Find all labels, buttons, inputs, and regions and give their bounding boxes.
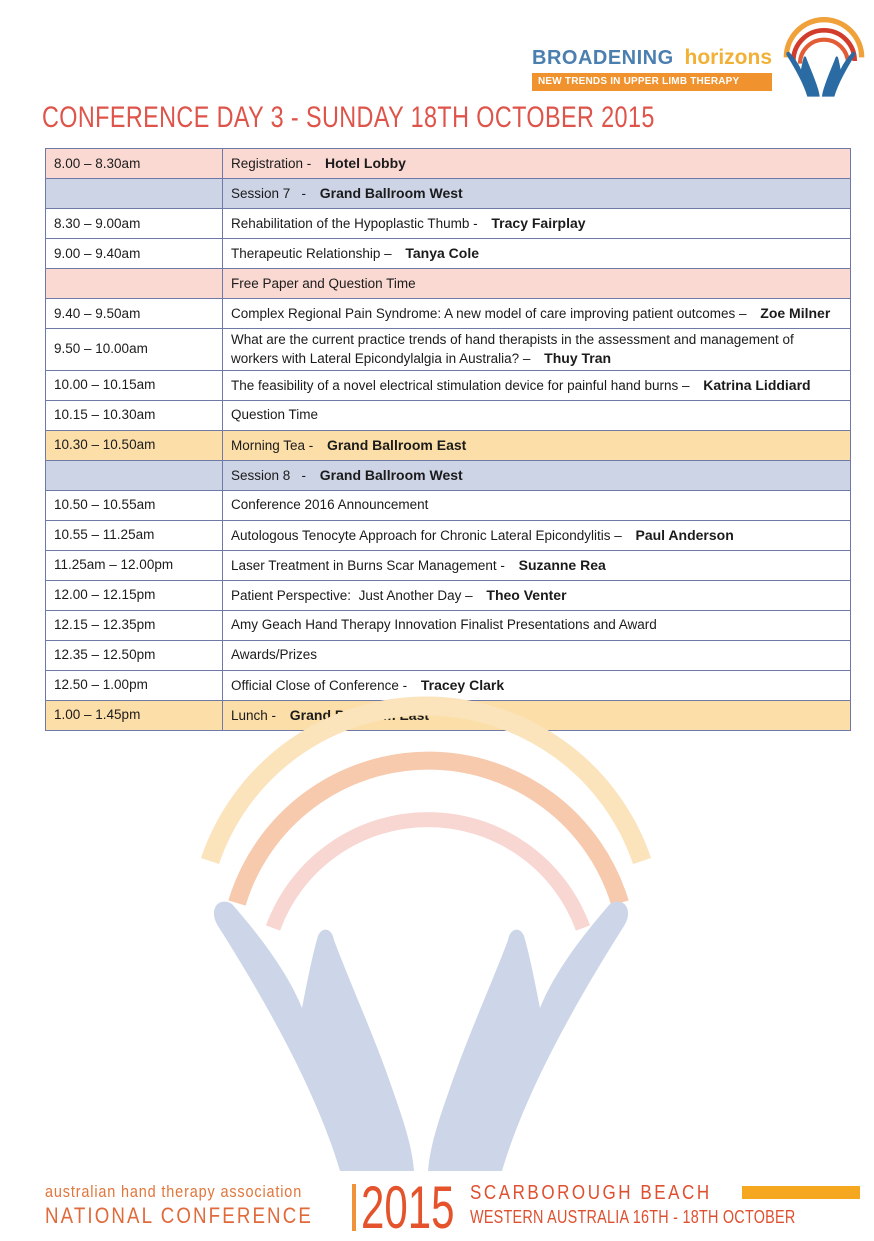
session-speaker: Tanya Cole (405, 245, 480, 262)
session-title: Lunch - (231, 707, 280, 723)
session-cell (223, 239, 851, 269)
schedule-row (46, 209, 851, 239)
footer-divider-bar (352, 1184, 356, 1231)
time-cell: 9.00 – 9.40am (46, 239, 223, 269)
time-cell: 12.15 – 12.35pm (46, 610, 223, 640)
session-title: Registration - (231, 156, 316, 172)
time-cell: 1.00 – 1.45pm (46, 700, 223, 730)
session-title: Session 7 - (231, 186, 310, 202)
time-cell (46, 269, 223, 299)
schedule-row (46, 179, 851, 209)
time-cell: 9.40 – 9.50am (46, 299, 223, 329)
session-cell (223, 580, 851, 610)
session-title: Complex Regional Pain Syndrome: A new model of care improving patient outcomes – (231, 306, 751, 322)
session-title: The feasibility of a novel electrical stimulation device for painful hand burns – (231, 377, 694, 393)
schedule-row (46, 149, 851, 179)
time-cell: 10.50 – 10.55am (46, 490, 223, 520)
session-cell (223, 520, 851, 550)
time-cell: 10.00 – 10.15am (46, 370, 223, 400)
location-beach: SCARBOROUGH BEACH (470, 1182, 712, 1204)
session-cell (223, 400, 851, 430)
session-cell (223, 299, 851, 329)
session-cell (223, 700, 851, 730)
schedule-row (46, 239, 851, 269)
conference-name: NATIONAL CONFERENCE (45, 1203, 313, 1228)
time-cell: 11.25am – 12.00pm (46, 550, 223, 580)
time-cell (46, 179, 223, 209)
schedule-row (46, 580, 851, 610)
session-speaker: Hotel Lobby (325, 155, 406, 172)
schedule-row (46, 520, 851, 550)
schedule-row (46, 329, 851, 371)
time-cell: 12.00 – 12.15pm (46, 580, 223, 610)
conference-year: 2015 (361, 1174, 455, 1241)
session-speaker: Theo Venter (486, 586, 567, 603)
session-title: What are the current practice trends of hand therapists in the assessment and management of workers with Lateral Epicondylalgia in Australia? – (231, 332, 794, 366)
hands-with-arcs-icon (779, 12, 869, 98)
session-title: Morning Tea - (231, 437, 318, 453)
session-title: Conference 2016 Announcement (231, 497, 429, 513)
session-cell (223, 430, 851, 460)
session-title: Free Paper and Question Time (231, 275, 416, 291)
session-speaker: Grand Ballroom West (319, 185, 463, 202)
brand-subtitle: horizons (684, 46, 772, 69)
time-cell: 8.30 – 9.00am (46, 209, 223, 239)
schedule-row (46, 460, 851, 490)
time-cell: 10.30 – 10.50am (46, 430, 223, 460)
session-cell (223, 149, 851, 179)
time-cell: 12.50 – 1.00pm (46, 670, 223, 700)
session-cell (223, 269, 851, 299)
schedule-row (46, 700, 851, 730)
time-cell: 9.50 – 10.00am (46, 329, 223, 371)
session-speaker: Tracy Fairplay (491, 215, 586, 232)
time-cell (46, 460, 223, 490)
session-cell (223, 670, 851, 700)
session-speaker: Katrina Liddiard (703, 376, 811, 393)
schedule-row (46, 269, 851, 299)
session-title: Session 8 - (231, 467, 310, 483)
page-title: CONFERENCE DAY 3 - SUNDAY 18TH OCTOBER 2015 (42, 101, 655, 134)
session-speaker: Tracey Clark (420, 676, 505, 693)
schedule-row (46, 640, 851, 670)
time-cell: 8.00 – 8.30am (46, 149, 223, 179)
session-speaker: Grand Ballroom West (319, 466, 463, 483)
schedule-row (46, 370, 851, 400)
session-cell (223, 209, 851, 239)
session-title: Question Time (231, 407, 319, 423)
session-cell (223, 490, 851, 520)
schedule-row (46, 400, 851, 430)
header-brand (532, 46, 772, 91)
schedule-row (46, 430, 851, 460)
session-title: Autologous Tenocyte Approach for Chronic Lateral Epicondylitis – (231, 527, 626, 543)
time-cell: 12.35 – 12.50pm (46, 640, 223, 670)
new-trends-banner: NEW TRENDS IN UPPER LIMB THERAPY (532, 73, 772, 91)
session-title: Therapeutic Relationship – (231, 246, 396, 262)
session-cell (223, 640, 851, 670)
schedule-row (46, 670, 851, 700)
session-title: Official Close of Conference - (231, 677, 411, 693)
schedule-row (46, 490, 851, 520)
schedule-row (46, 610, 851, 640)
session-cell (223, 329, 851, 371)
footer-accent-rect (742, 1186, 860, 1199)
hands-with-arcs-watermark-icon (170, 688, 710, 1171)
time-cell: 10.15 – 10.30am (46, 400, 223, 430)
session-cell (223, 370, 851, 400)
schedule-row (46, 299, 851, 329)
session-speaker: Thuy Tran (544, 349, 612, 366)
session-cell (223, 550, 851, 580)
brand-title: BROADENING (532, 47, 674, 69)
schedule-row (46, 550, 851, 580)
session-speaker: Grand Ballroom East (327, 436, 467, 453)
session-title: Rehabilitation of the Hypoplastic Thumb - (231, 216, 482, 232)
session-cell (223, 179, 851, 209)
session-cell (223, 610, 851, 640)
session-speaker: Grand Ballroom East (289, 706, 430, 723)
schedule-table (45, 148, 851, 731)
session-title: Awards/Prizes (231, 647, 318, 663)
session-speaker: Suzanne Rea (518, 556, 606, 573)
location-state-dates: WESTERN AUSTRALIA 16TH - 18TH OCTOBER (470, 1207, 796, 1227)
session-title: Patient Perspective: Just Another Day – (231, 587, 477, 603)
session-title: Laser Treatment in Burns Scar Management - (231, 557, 509, 573)
session-title: Amy Geach Hand Therapy Innovation Finalist Presentations and Award (231, 617, 657, 633)
session-speaker: Paul Anderson (635, 526, 734, 543)
time-cell: 10.55 – 11.25am (46, 520, 223, 550)
session-speaker: Zoe Milner (760, 305, 831, 322)
association-name: australian hand therapy association (45, 1182, 303, 1201)
session-cell (223, 460, 851, 490)
